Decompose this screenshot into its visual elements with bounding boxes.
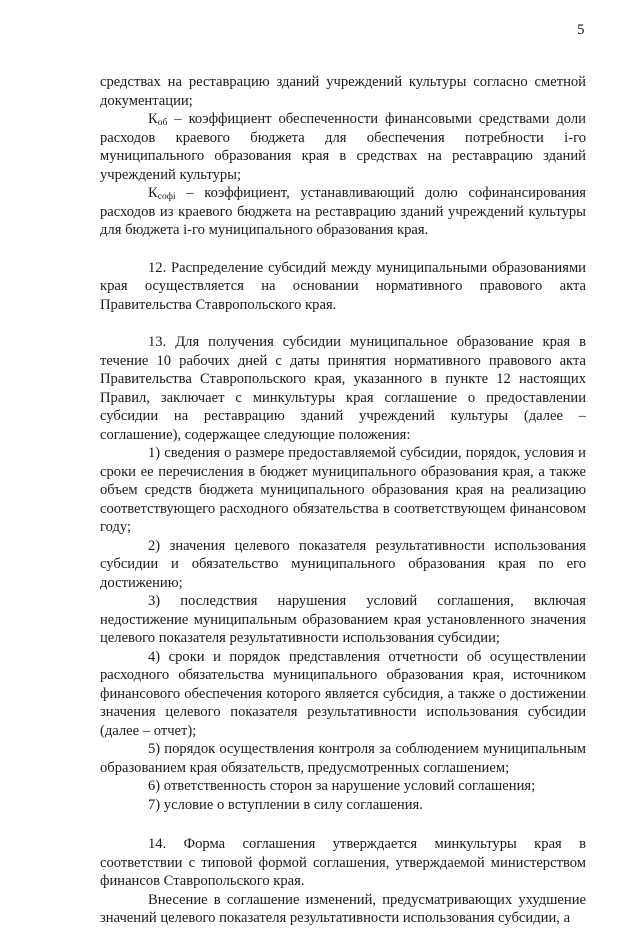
clause-13-item-7: 7) условие о вступлении в силу соглашения. [148, 796, 423, 813]
k-sofi-symbol: К [148, 185, 158, 201]
page-number: 5 [577, 22, 585, 38]
k-ob-subscript: об [157, 118, 168, 128]
clause-13-item-2: 2) значения целевого показателя результативности использования субсидии и обязательство муниципального образования края по его достижению; [100, 537, 586, 591]
clause-13-item-6: 6) ответственность сторон за нарушение условий соглашения; [148, 778, 536, 794]
paragraph-k-sofi [100, 184, 586, 240]
clause-13-item-3: 3) последствия нарушения условий соглашения, включая недостижение муниципальным образованием края установленного значения целевого показателя результативности использования субсидии; [100, 593, 586, 646]
k-sofi-definition: коэффициент, устанавливающий долю софинансирования расходов из краевого бюджета на реставрацию зданий учреждений культуры для бюджета i-го муниципального образования края. [100, 185, 587, 238]
clause-14-continuation: Внесение в соглашение изменений, предусматривающих ухудшение значений целевого показателя результативности использования субсидии, а [100, 891, 586, 926]
clause-13-item-4: 4) сроки и порядок представления отчетности об осуществлении расходного обязательства муниципального образования края, источником финансового обеспечения которого является субсидия, а также о достижении значения целевого показателя результативности использования субсидии (далее – отчет); [100, 648, 586, 739]
clause-13-item-1: 1) сведения о размере предоставляемой субсидии, порядок, условия и сроки ее перечисления в бюджет муниципального образования края, а также объем средств бюджета муниципального образования края на реализацию соответствующего расходного обязательства в соответствующем финансовом году; [100, 445, 586, 535]
paragraph-continuation: средствах на реставрацию зданий учреждений культуры согласно сметной документации; [100, 74, 586, 109]
k-ob-definition: коэффициент обеспеченности финансовыми средствами доли расходов краевого бюджета для обеспечения потребности i-го муниципального образования края в средствах на реставрацию зданий учреждений культуры; [100, 111, 586, 183]
k-ob-symbol: К [148, 111, 158, 127]
paragraph-k-ob [100, 110, 586, 184]
k-ob-dash: – [167, 111, 189, 127]
clause-13-item-5: 5) порядок осуществления контроля за соблюдением муниципальным образованием края обязательств, предусмотренных соглашением; [100, 741, 586, 776]
k-sofi-subscript: софі [157, 192, 176, 202]
clause-14: 14. Форма соглашения утверждается минкультуры края в соответствии с типовой формой соглашения, утверждаемой министерством финансов Ставропольского края. [100, 836, 586, 889]
document-body [100, 73, 586, 928]
clause-12: 12. Распределение субсидий между муниципальными образованиями края осуществляется на основании нормативного правового акта Правительства Ставропольского края. [100, 259, 586, 313]
clause-13: 13. Для получения субсидии муниципальное образование края в течение 10 рабочих дней с даты принятия нормативного правового акта Правительства Ставропольского края, указанного в пункте 12 настоящих Правил, заключает с минкультуры края соглашение о предоставлении субсидии на реставрацию зданий учреждений культуры (далее – соглашение), содержащее следующие положения: [100, 334, 586, 443]
k-sofi-dash: – [175, 185, 205, 201]
